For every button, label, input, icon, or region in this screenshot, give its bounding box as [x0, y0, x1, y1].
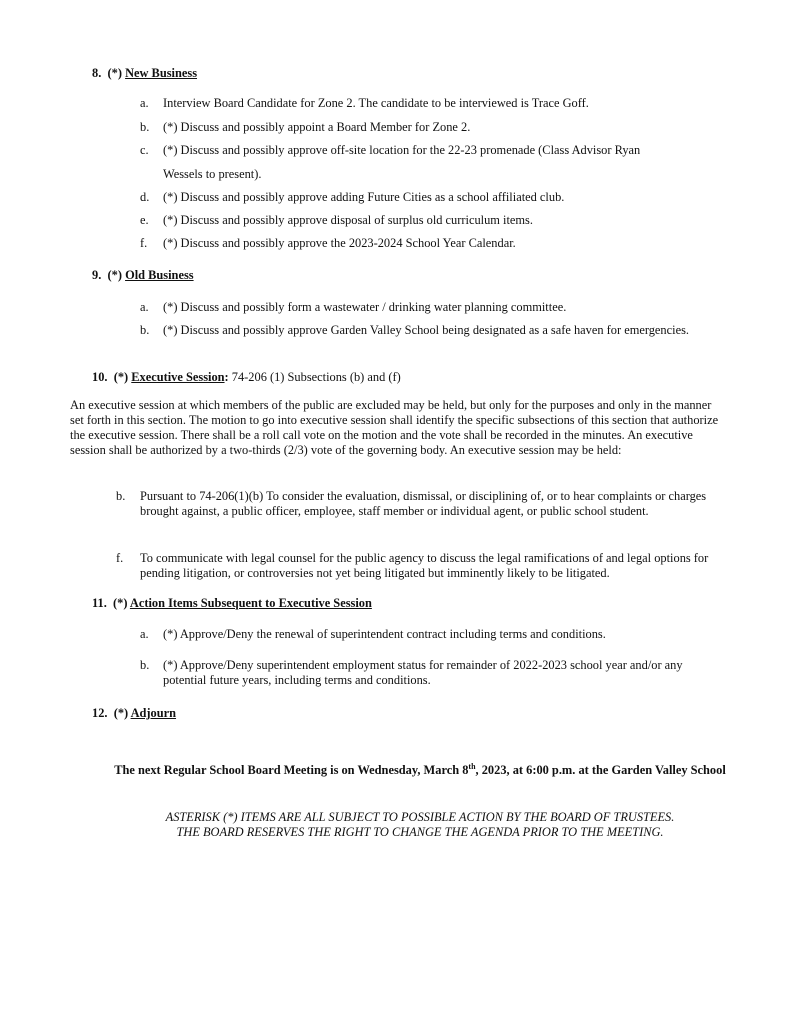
section-number: 12. — [92, 706, 108, 720]
section-9-heading — [92, 268, 194, 283]
item-text: (*) Approve/Deny the renewal of superintendent contract including terms and conditions. — [163, 627, 606, 641]
next-meeting-text-continued: , 2023, at 6:00 p.m. at the Garden Valley School — [475, 763, 726, 777]
section-prefix: (*) — [107, 66, 122, 80]
item-marker: b. — [140, 323, 150, 337]
ordinal-suffix: th — [468, 761, 476, 771]
section-number: 8. — [92, 66, 102, 80]
section-title: Old Business — [125, 268, 194, 282]
item-marker: a. — [140, 627, 149, 641]
section-prefix: (*) — [113, 370, 129, 384]
section-10-heading — [92, 370, 401, 385]
section-11-heading — [92, 596, 372, 611]
item-marker: f. — [116, 551, 124, 565]
item-text: (*) Discuss and possibly approve Garden Valley School being designated as a safe haven for emergencies. — [163, 323, 689, 337]
section-prefix: (*) — [113, 596, 128, 610]
item-marker: c. — [140, 143, 149, 157]
item-text: To communicate with legal counsel for the public agency to discuss the legal ramifications of and legal options for pending litigation, or controversies not yet being litigated but imminently likely to be litigated. — [140, 551, 709, 580]
item-marker: a. — [140, 96, 149, 110]
item-marker: b. — [116, 489, 126, 503]
section-prefix: (*) — [107, 268, 122, 282]
item-text: (*) Discuss and possibly approve the 2023-2024 School Year Calendar. — [163, 236, 516, 250]
section-8-heading — [92, 66, 197, 81]
item-marker: b. — [140, 120, 150, 134]
item-text: (*) Discuss and possibly form a wastewater / drinking water planning committee. — [163, 300, 567, 314]
section-colon: : — [224, 370, 229, 384]
item-text-continued: Wessels to present). — [163, 167, 262, 181]
section-number: 11. — [92, 596, 107, 610]
section-title: Executive Session — [131, 370, 225, 384]
section-title: Action Items Subsequent to Executive Session — [129, 596, 372, 610]
section-title: Adjourn — [130, 706, 177, 720]
item-marker: a. — [140, 300, 149, 314]
item-marker: f. — [140, 236, 148, 250]
section-subtitle: 74-206 (1) Subsections (b) and (f) — [228, 370, 401, 384]
next-meeting-notice — [110, 763, 730, 778]
section-number: 9. — [92, 268, 102, 282]
item-text: (*) Discuss and possibly approve adding Future Cities as a school affiliated club. — [163, 190, 565, 204]
section-number: 10. — [92, 370, 108, 384]
item-text: (*) Discuss and possibly approve off-site location for the 22-23 promenade (Class Advisor Ryan — [163, 143, 641, 157]
section-12-heading — [92, 706, 176, 721]
section-prefix: (*) — [113, 706, 129, 720]
executive-session-paragraph: An executive session at which members of the public are excluded may be held, but only for the purposes and only in the manner set forth in this section. The motion to go into executive session shall identify the specific subsections of this section that authorize the executive session. There shall be a roll call vote on the motion and the vote shall be recorded in the minutes. An executive session shall be authorized by a two-thirds (2/3) vote of the governing body. An executive session may be held: — [70, 398, 719, 457]
item-marker: b. — [140, 658, 150, 672]
asterisk-notice — [110, 810, 730, 840]
section-title: New Business — [125, 66, 198, 80]
asterisk-line-1: ASTERISK (*) ITEMS ARE ALL SUBJECT TO POSSIBLE ACTION BY THE BOARD OF TRUSTEES. — [165, 810, 675, 824]
item-marker: e. — [140, 213, 149, 227]
asterisk-line-2: THE BOARD RESERVES THE RIGHT TO CHANGE THE AGENDA PRIOR TO THE MEETING. — [176, 825, 664, 839]
item-text: Pursuant to 74-206(1)(b) To consider the evaluation, dismissal, or disciplining of, or to hear complaints or charges brought against, a public officer, employee, staff member or individual agent, or public school student. — [140, 489, 707, 518]
item-marker: d. — [140, 190, 150, 204]
next-meeting-text: The next Regular School Board Meeting is on Wednesday, March 8 — [114, 763, 469, 777]
item-text: (*) Discuss and possibly approve disposal of surplus old curriculum items. — [163, 213, 533, 227]
item-text: Interview Board Candidate for Zone 2. The candidate to be interviewed is Trace Goff. — [163, 96, 589, 110]
item-text: (*) Discuss and possibly appoint a Board Member for Zone 2. — [163, 120, 471, 134]
item-text: (*) Approve/Deny superintendent employment status for remainder of 2022-2023 school year and/or any potential future years, including terms and conditions. — [163, 658, 683, 687]
